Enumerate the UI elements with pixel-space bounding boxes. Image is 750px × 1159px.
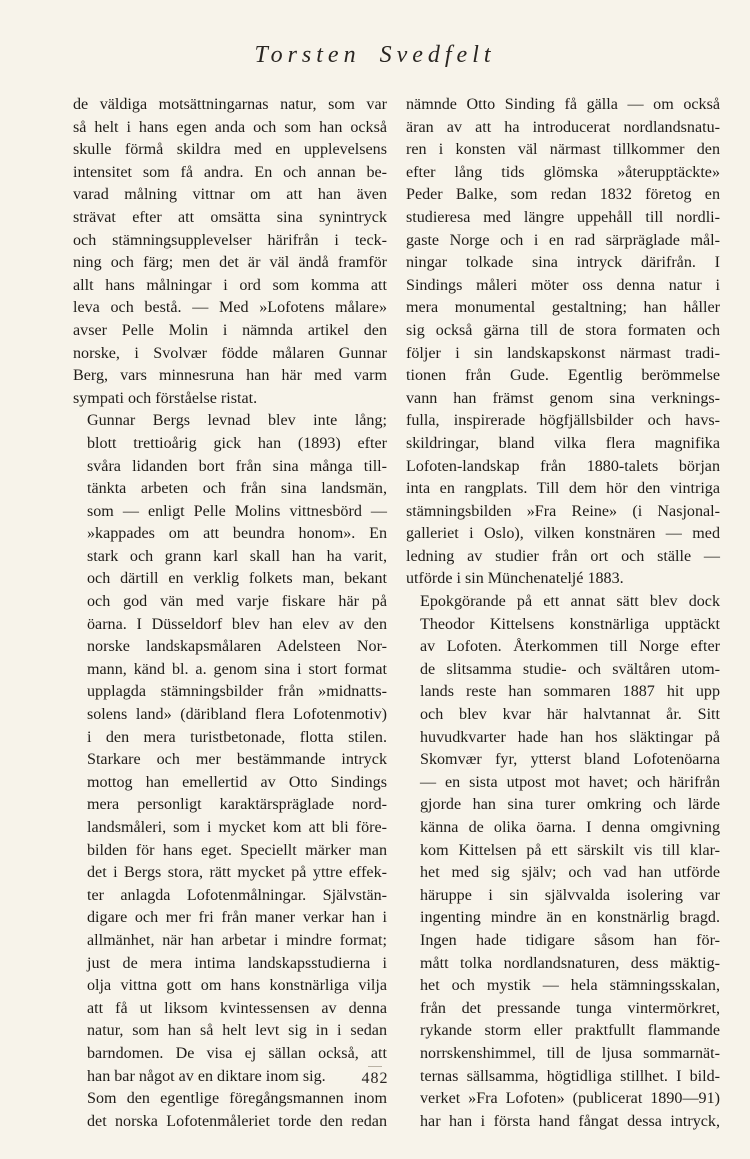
text-line: sig också gärna till de stora formaten och: [406, 321, 720, 339]
text-line: Berg, vars minnesruna han här med varm: [73, 367, 387, 385]
text-line: det i Bergs stora, rätt mycket på yttre effek-: [87, 864, 387, 882]
text-line: mera monumental gestaltning; han håller: [406, 299, 720, 317]
text-line: galleriet i Oslo), vilken konstnären — med: [406, 525, 720, 543]
text-line: öarna. I Düsseldorf blev han elev av den: [87, 615, 387, 633]
text-line: Sindings måleri möter oss denna natur i: [406, 276, 720, 294]
text-line: nämnde Otto Sinding få gälla — om också: [406, 96, 720, 113]
text-line: huvudkvarter hade han hos släktingar på: [420, 728, 720, 746]
text-line: mått tolka nordlandsnaturen, dess mäktig-: [420, 954, 720, 972]
text-line: blott trettioårig gick han (1893) efter: [87, 434, 387, 452]
text-line: — en sista utpost mot havet; och härifrån: [420, 773, 720, 791]
text-line: ternas sällsamma, högtidliga stillhet. I bild-: [420, 1067, 720, 1085]
text-line: olja vittna gott om hans konstnärliga vilja: [87, 977, 387, 995]
text-line: och därtill en verklig folkets man, bekant: [87, 570, 387, 588]
text-line: skildringar, bland vilka flera magnifika: [406, 434, 720, 452]
text-line: och god vän med varje fiskare här på: [87, 593, 387, 611]
text-line: och stämningsupplevelser härifrån i teck-: [73, 231, 387, 249]
text-line: tionen från Gude. Egentlig berömmelse: [406, 367, 720, 385]
text-line: vann han främst genom sina verknings-: [406, 389, 720, 407]
text-line: följer i sin landskapskonst närmast tradi-: [406, 344, 720, 362]
text-line: så helt i hans egen anda och som han också: [73, 118, 387, 136]
text-line: Som den egentlige föregångsmannen inom: [87, 1090, 387, 1108]
text-line: just de mera intima landskapsstudierna i: [87, 954, 387, 972]
text-line: stark och grann karl skall han ha varit,: [87, 547, 387, 565]
running-head: Torsten Svedfelt: [254, 42, 496, 68]
text-line: lands reste han sommaren 1887 hit upp: [420, 683, 720, 701]
text-line: Gunnar Bergs levnad blev inte lång;: [87, 412, 387, 430]
text-line: häruppe i sin självvalda isolering var: [420, 886, 720, 904]
text-line: bilden för hans eget. Speciellt märker man: [87, 841, 387, 859]
text-line: kom Kittelsen på ett särskilt vis till klar-: [420, 841, 720, 859]
text-line: intensitet som få andra. En och annan be-: [73, 163, 387, 181]
text-line: stämningsbilden »Fra Reine» (i Nasjonal-: [406, 502, 720, 520]
paragraph: [73, 94, 387, 410]
text-line: de väldiga motsättningarnas natur, som var: [73, 96, 387, 113]
text-line: gjorde han sina turer omkring och lärde: [420, 796, 720, 814]
text-line: sympati och förståelse ristat.: [73, 389, 258, 407]
paragraph: [73, 1088, 387, 1133]
text-line: mera personligt karaktärspräglade nord-: [87, 796, 387, 814]
text-line: mann, känd bl. a. genom sina i stort format: [87, 660, 387, 678]
text-line: het med sig själv; och vad han utförde: [420, 864, 720, 882]
text-line: verket »Fra Lofoten» (publicerat 1890—91): [420, 1090, 720, 1108]
paragraph: [406, 94, 720, 591]
text-line: Ingen hade tidigare såsom han för-: [420, 931, 720, 949]
text-line: ning och färg; men det är väl ändå framför: [73, 254, 387, 272]
text-line: som — enligt Pelle Molins vittnesbörd —: [87, 502, 387, 520]
text-line: fulla, inspirerade högfjällsbilder och havs-: [406, 412, 720, 430]
left-column: [73, 94, 387, 1133]
text-line: efter lång tids glömska »återupptäckte»: [406, 163, 720, 181]
text-line: Theodor Kittelsens konstnärliga upptäckt: [420, 615, 720, 633]
text-line: Skomvær fyr, ytterst bland Lofotenöarna: [420, 751, 720, 769]
text-line: och blev kvar här halvtannat år. Sitt: [420, 706, 720, 724]
text-line: varad målning vittnar om att han även: [73, 186, 387, 204]
text-line: det norska Lofotenmåleriet torde den redan: [87, 1112, 387, 1130]
text-line: rykande storm eller praktfullt flammande: [420, 1022, 720, 1040]
text-line: ter anlagda Lofotenmålningar. Självstän-: [87, 886, 387, 904]
text-line: Peder Balke, som redan 1832 företog en: [406, 186, 720, 204]
text-line: leva och bestå. — Med »Lofotens målare»: [73, 299, 387, 317]
text-line: upplagda stämningsbilder från »midnatts-: [87, 683, 387, 701]
text-line: norske landskapsmålaren Adelsteen Nor-: [87, 638, 387, 656]
page-number: 482: [361, 1070, 389, 1087]
text-line: skulle förmå skildra med en upplevelsens: [73, 141, 387, 159]
text-line: landsmåleri, som i mycket kom att bli före-: [87, 819, 387, 836]
paragraph: [406, 591, 720, 1133]
folio-rule: [368, 1066, 382, 1067]
text-line: utförde i sin Münchenatelјé 1883.: [406, 570, 624, 588]
text-line: allmänhet, när han arbetar i mindre format;: [87, 931, 387, 949]
text-line: han bar något av en diktare inom sig.: [87, 1067, 326, 1085]
text-line: digare och mer fri från maner verkar han i: [87, 909, 387, 927]
paragraph: [73, 410, 387, 1088]
text-line: att få ut liksom kvintessensen av denna: [87, 999, 387, 1017]
right-column: [406, 94, 720, 1133]
text-line: gaste Norge och i en rad särpräglade mål-: [406, 231, 720, 249]
text-line: av Lofoten. Återkommen till Norge efter: [420, 638, 720, 656]
text-line: het och mystik — hela stämningsskalan,: [420, 977, 720, 995]
text-line: ingenting mindre än en konstnärlig bragd.: [420, 909, 720, 927]
text-line: strävat efter att omsätta sina synintryck: [73, 208, 387, 226]
text-line: Lofoten-landskap från 1880-talets början: [406, 457, 720, 475]
text-line: allt hans målningar i ord som komma att: [73, 276, 387, 294]
text-line: ledning av studier från ort och ställe —: [406, 547, 720, 565]
text-line: barndomen. De visa ej sällan också, att: [87, 1044, 387, 1062]
text-line: har han i första hand fångat dessa intryck,: [420, 1112, 720, 1130]
text-line: studieresa med längre uppehåll till nordli-: [406, 208, 720, 226]
text-line: norrskenshimmel, till de ljusa sommarnät-: [420, 1044, 720, 1062]
text-line: avser Pelle Molin i nämnda artikel den: [73, 321, 387, 339]
text-line: Epokgörande på ett annat sätt blev dock: [420, 593, 720, 611]
text-line: inta en rangplats. Till dem hör den vintriga: [406, 480, 720, 498]
text-line: »kappades om att beundra honom». En: [87, 525, 387, 543]
text-line: de slitsamma studie- och svältåren utom-: [420, 660, 720, 678]
text-line: svåra lidanden bort från sina många till-: [87, 457, 387, 475]
text-line: Starkare och mer bestämmande intryck: [87, 751, 387, 769]
text-line: natur, som han så helt levt sig in i sedan: [87, 1022, 387, 1040]
text-line: äran av att ha introducerat nordlandsnatu-: [406, 118, 720, 136]
text-line: norske, i Svolvær födde målaren Gunnar: [73, 344, 387, 362]
text-line: solens land» (däribland flera Lofotenmotiv): [87, 706, 387, 724]
text-line: tänkta arbeten och från sina landsmän,: [87, 480, 387, 498]
text-line: ren i konsten väl närmast tillkommer den: [406, 141, 720, 159]
text-line: i den mera turistbetonade, flotta stilen.: [87, 728, 387, 746]
text-line: känna de olika öarna. I denna omgivning: [420, 819, 720, 836]
text-line: från det pressande tunga vintermörkret,: [420, 999, 720, 1017]
text-line: mottog han emellertid av Otto Sindings: [87, 773, 387, 791]
text-line: ningar tolkade sina intryck därifrån. I: [406, 254, 720, 272]
